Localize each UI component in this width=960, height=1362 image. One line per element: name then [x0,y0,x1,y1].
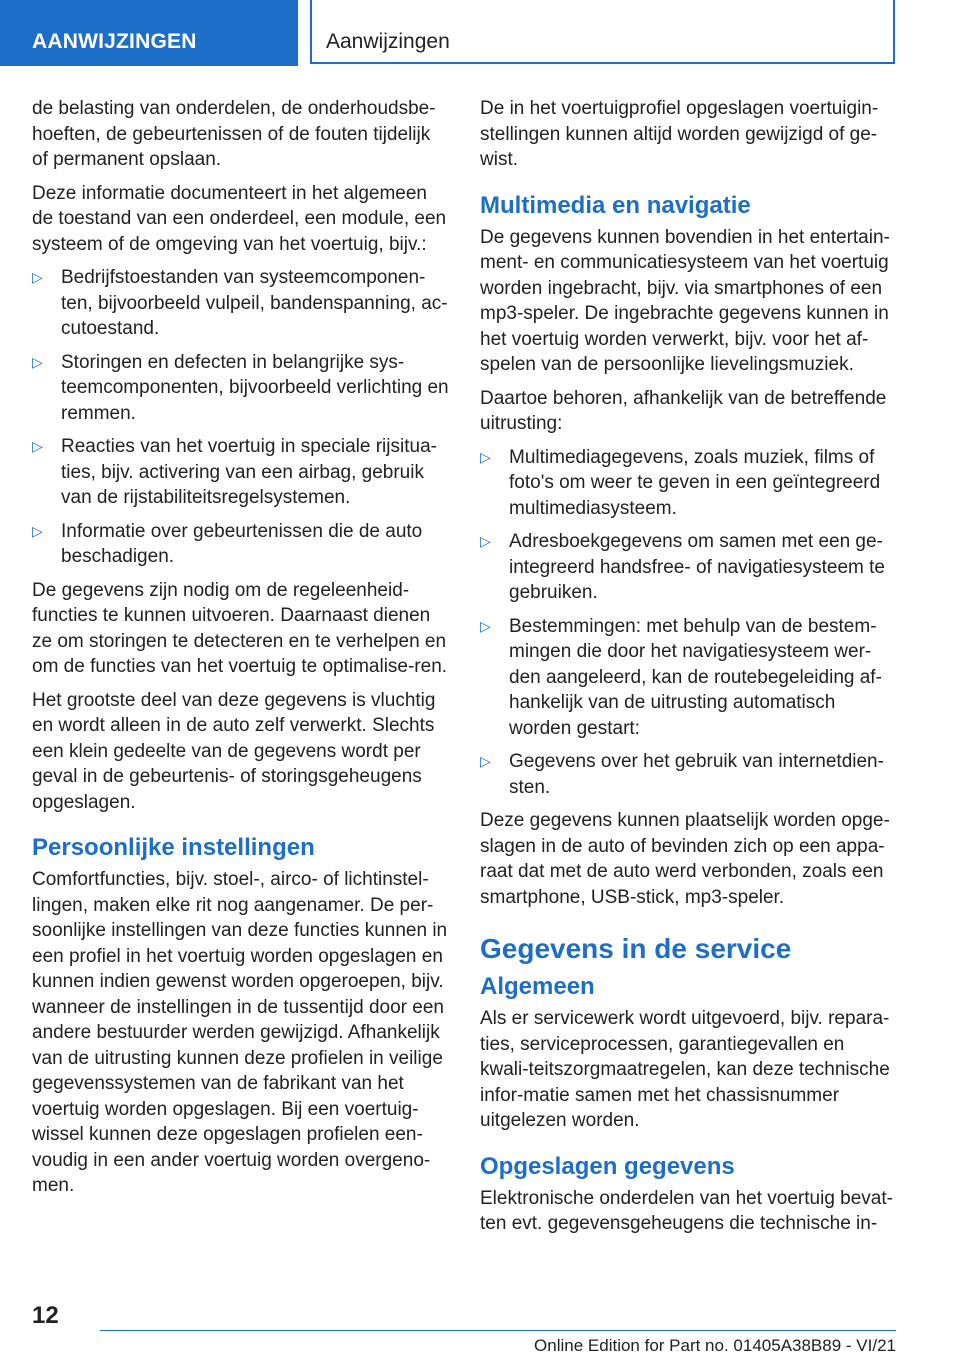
paragraph: Deze gegevens kunnen plaatselijk worden opge-slagen in de auto of bevinden zich op een appa-raat dat met de auto werd verbonden, zoals een smartphone, USB-stick, mp3-speler. [480,810,890,908]
bullet-list [480,445,898,801]
section-heading-general: Algemeen [480,973,595,1000]
list-item-text: Adresboekgegevens om samen met een ge-integreerd handsfree- of navigatiesysteem te gebruiken. [509,531,885,603]
list-item [480,529,898,606]
chapter-heading-service-data: Gegevens in de service [480,933,792,964]
triangle-bullet-icon: ▷ [480,448,491,465]
footer-divider [100,1330,896,1331]
list-item-text: Informatie over gebeurtenissen die de auto beschadigen. [61,520,423,567]
triangle-bullet-icon: ▷ [32,269,43,285]
page-number: 12 [32,1302,59,1329]
paragraph: de belasting van onderdelen, de onderhoudsbe-hoeften, de gebeurtenissen of de fouten tijdelijk of permanent opslaan. [32,98,436,170]
section-tab: AANWIJZINGEN [0,0,298,66]
paragraph: Deze informatie documenteert in het algemeen de toestand van een onderdeel, een module, een systeem of de omgeving van het voertuig, bijv.: [32,182,447,255]
paragraph: Elektronische onderdelen van het voertuig bevat-ten evt. gegevensgeheugens die technische in- [480,1187,893,1234]
chapter-title: Aanwijzingen [310,0,895,64]
list-item [32,265,450,342]
page-header [0,0,960,66]
list-item-text: Gegevens over het gebruik van internetdien-sten. [509,751,884,798]
list-item-text: Storingen en defecten in belangrijke sys-teemcomponenten, bijvoorbeeld verlichting en remmen. [61,351,449,424]
section-heading-personal-settings: Persoonlijke instellingen [32,834,315,861]
list-item-text: Bestemmingen: met behulp van de bestem-mingen die door het navigatiesysteem wer-den aangeleerd, kan de routebegeleiding af-hankelijk van de uitrusting automatisch worden gestart: [509,615,882,739]
list-item [480,445,898,522]
triangle-bullet-icon: ▷ [480,533,491,549]
paragraph: De in het voertuigprofiel opgeslagen voertuigin-stellingen kunnen altijd worden gewijzigd of ge-wist. [480,98,879,170]
list-item [32,434,450,511]
paragraph: Comfortfuncties, bijv. stoel-, airco- of lichtinstel-lingen, maken elke rit nog aangenamer. De per-soonlijke instellingen van deze functies kunnen in een profiel in het voertuig worden opgeslagen en kunnen indien gewenst worden opgeroepen, bijv. wanneer de instellingen in de tussentijd door een andere bestuurder werden gewijzigd. Afhankelijk van de uitrusting kunnen deze profielen in veilige gegevenssystemen van de fabrikant van het voertuig worden opgeslagen. Bij een voertuig-wissel kunnen deze opgeslagen profielen een-voudig in een ander voertuig worden overgeno-men. [32,869,448,1196]
paragraph: De gegevens zijn nodig om de regeleenheid-functies te kunnen uitvoeren. Daarnaast dienen ze om storingen te detecteren en te verhelpen en om de functies van het voertuig te optimalise-ren. [32,579,448,677]
paragraph: Als er servicewerk wordt uitgevoerd, bijv. repara-ties, serviceprocessen, garantiegevallen en kwali-teitszorgmaatregelen, kan deze technische infor-matie samen met het chassisnummer uitgelezen worden. [480,1008,890,1131]
section-heading-multimedia: Multimedia en navigatie [480,191,751,219]
list-item [480,749,898,800]
triangle-bullet-icon: ▷ [480,617,491,634]
paragraph: Daartoe behoren, afhankelijk van de betreffende uitrusting: [480,387,887,434]
bullet-list [32,265,450,570]
list-item [32,519,450,570]
triangle-bullet-icon: ▷ [480,753,491,769]
triangle-bullet-icon: ▷ [32,522,43,539]
list-item [480,614,898,742]
list-item-text: Reacties van het voertuig in speciale rijsitua-ties, bijv. activering van een airbag, gebruik van de rijstabiliteitsregelsystemen. [61,436,437,508]
triangle-bullet-icon: ▷ [32,353,43,370]
paragraph: Het grootste deel van deze gegevens is vluchtig en wordt alleen in de auto zelf verwerkt. Slechts een klein gedeelte van de gegevens wordt per geval in de gebeurtenis- of storingsgeheugens opgeslagen. [32,689,436,813]
list-item [32,350,450,427]
section-heading-stored-data: Opgeslagen gegevens [480,1152,735,1180]
paragraph: De gegevens kunnen bovendien in het entertain-ment- en communicatiesysteem van het voertuig worden ingebracht, bijv. via smartphones of een mp3-speler. De ingebrachte gegevens kunnen in het voertuig worden verwerkt, bijv. voor het af-spelen van de persoonlijke lievelingsmuziek. [480,226,890,375]
footer-edition: Online Edition for Part no. 01405A38B89 - VI/21 [534,1336,896,1355]
list-item-text: Multimediagegevens, zoals muziek, films of foto's om weer te geven in een geïntegreerd multimediasysteem. [509,446,881,519]
triangle-bullet-icon: ▷ [32,438,43,454]
right-column [480,96,898,1245]
left-column [32,96,450,1207]
list-item-text: Bedrijfstoestanden van systeemcomponen-ten, bijvoorbeeld vulpeil, bandenspanning, ac-cutoestand. [61,267,448,339]
